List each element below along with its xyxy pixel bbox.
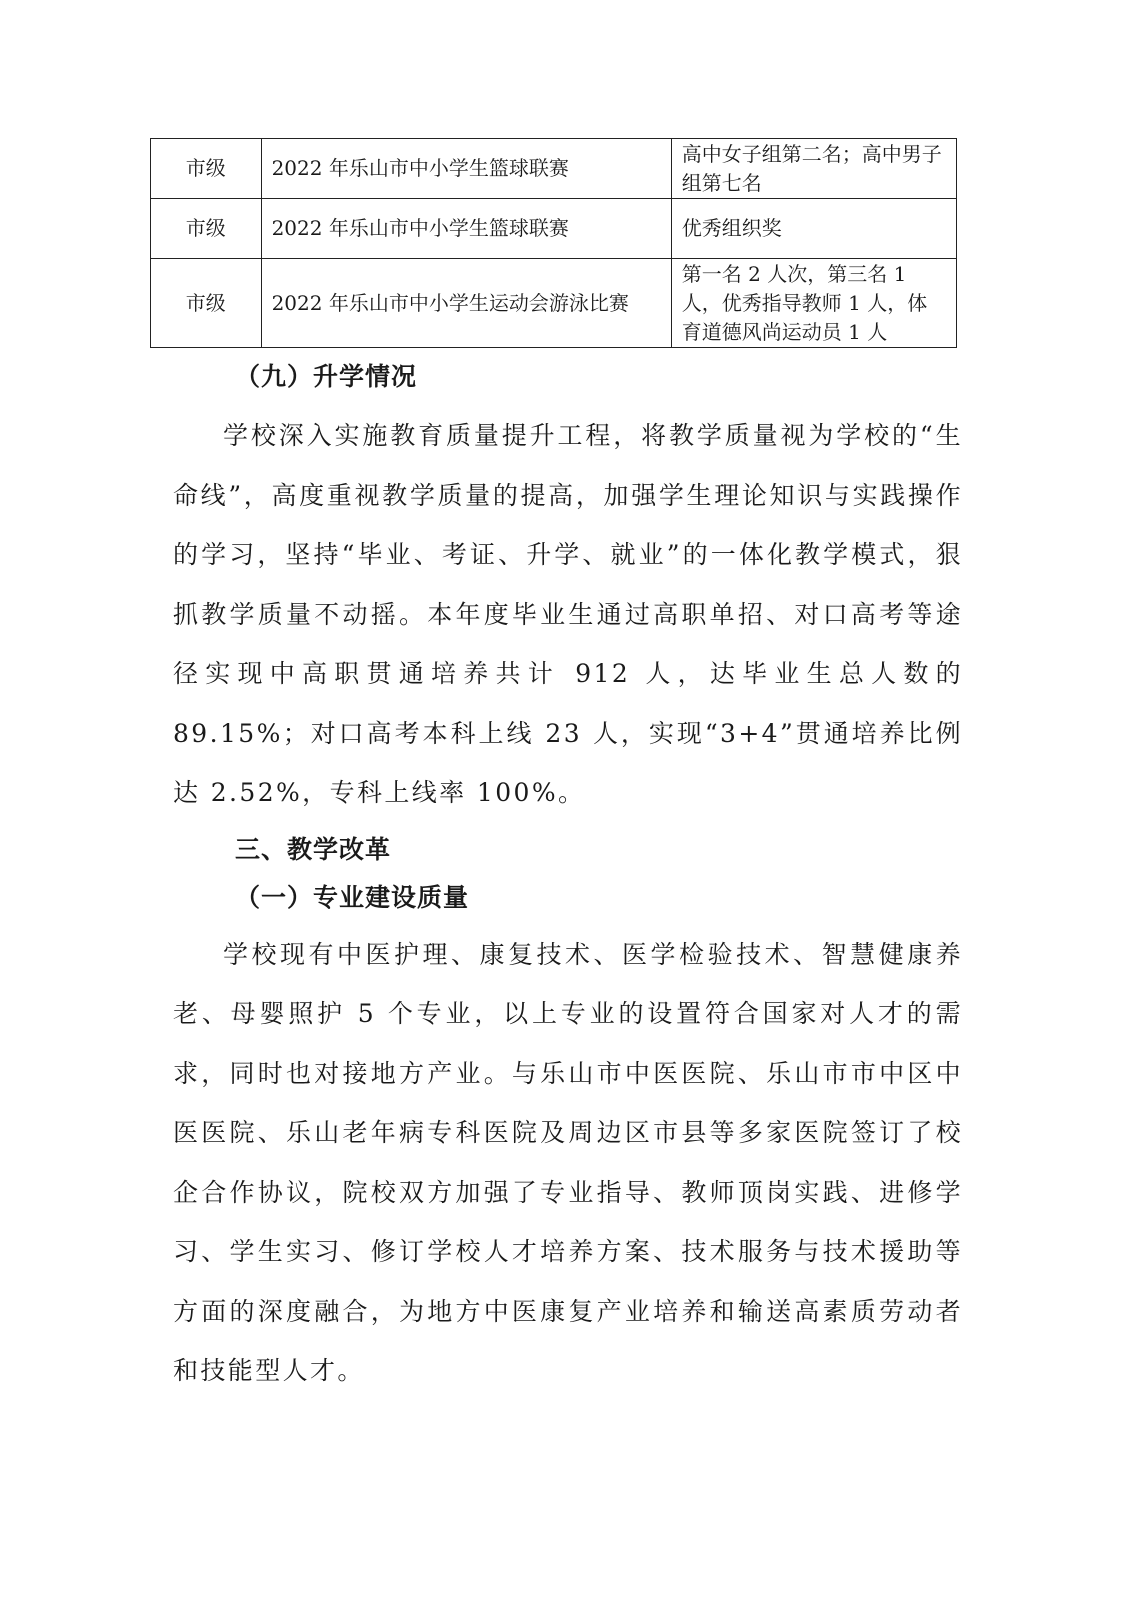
awards-table	[150, 138, 957, 348]
award-result-cell: 优秀组织奖	[671, 199, 956, 259]
award-event-cell: 2022 年乐山市中小学生运动会游泳比赛	[261, 259, 671, 348]
section-9-paragraph: 学校深入实施教育质量提升工程，将教学质量视为学校的“生命线”，高度重视教学质量的提高，加强学生理论知识与实践操作的学习，坚持“毕业、考证、升学、就业”的一体化教学模式，狠抓教学质量不动摇。本年度毕业生通过高职单招、对口高考等途径实现中高职贯通培养共计 912 人，达毕业生总人数的 89.15%；对口高考本科上线 23 人，实现“3+4”贯通培养比例达 2.52%，专科上线率 100%。	[173, 421, 963, 807]
award-level-cell: 市级	[151, 139, 262, 199]
award-event-cell: 2022 年乐山市中小学生篮球联赛	[261, 199, 671, 259]
award-level-cell: 市级	[151, 259, 262, 348]
award-result-cell: 高中女子组第二名；高中男子组第七名	[671, 139, 956, 199]
award-event-cell: 2022 年乐山市中小学生篮球联赛	[261, 139, 671, 199]
award-level-cell: 市级	[151, 199, 262, 259]
award-result-cell: 第一名 2 人次，第三名 1 人，优秀指导教师 1 人，体育道德风尚运动员 1 人	[671, 259, 956, 348]
section-3-1-paragraph: 学校现有中医护理、康复技术、医学检验技术、智慧健康养老、母婴照护 5 个专业，以上专业的设置符合国家对人才的需求，同时也对接地方产业。与乐山市中医医院、乐山市市中区中医医院、乐山老年病专科医院及周边区市县等多家医院签订了校企合作协议，院校双方加强了专业指导、教师顶岗实践、进修学习、学生实习、修订学校人才培养方案、技术服务与技术援助等方面的深度融合，为地方中医康复产业培养和输送高素质劳动者和技能型人才。	[173, 939, 963, 1385]
table-row	[151, 139, 957, 199]
table-row	[151, 199, 957, 259]
section-3-1-heading: （一）专业建设质量	[235, 882, 470, 912]
table-row	[151, 259, 957, 348]
document-body	[173, 360, 963, 1401]
section-3-heading: 三、教学改革	[235, 834, 392, 864]
section-9-heading: （九）升学情况	[235, 362, 418, 391]
